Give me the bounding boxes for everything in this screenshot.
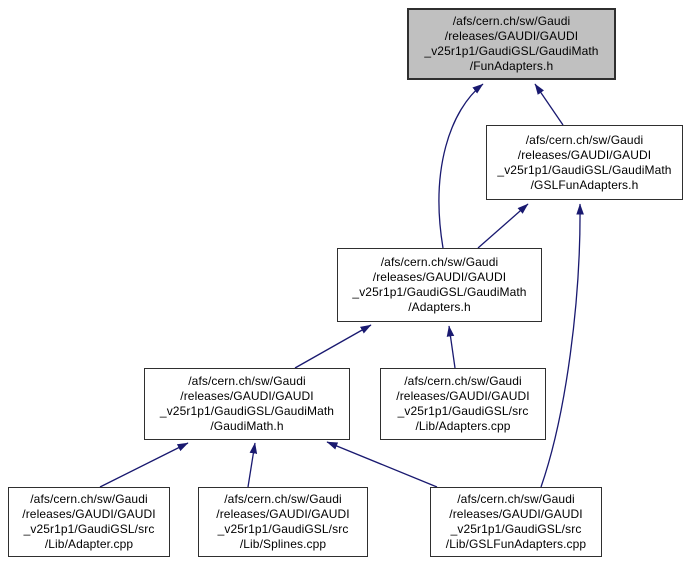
node-text-line: /GSLFunAdapters.h xyxy=(530,177,639,192)
node-text-line: _v25r1p1/GaudiGSL/GaudiMath xyxy=(159,404,335,418)
node-text-line: _v25r1p1/GaudiGSL/GaudiMath xyxy=(497,162,672,177)
graph-node-adapters-h[interactable] xyxy=(337,248,542,322)
node-text-line: /releases/GAUDI/GAUDI xyxy=(180,389,314,403)
node-text-line: /afs/cern.ch/sw/Gaudi xyxy=(525,132,644,147)
node-text-line: _v25r1p1/GaudiGSL/src xyxy=(23,522,155,536)
node-text-line: _v25r1p1/GaudiGSL/GaudiMath xyxy=(352,285,527,299)
edge-gsl-fun-adapters-cpp-to-gsl-fun-adapters-h xyxy=(541,204,580,487)
edge-gaudi-math-h-to-adapters-h xyxy=(295,325,371,368)
node-text-line: /afs/cern.ch/sw/Gaudi xyxy=(224,492,342,506)
node-text-line: /Lib/Adapters.cpp xyxy=(415,419,511,433)
node-text-line: /afs/cern.ch/sw/Gaudi xyxy=(380,255,499,269)
edge-splines-cpp-to-gaudi-math-h xyxy=(248,443,255,487)
node-text-line: /Lib/Adapter.cpp xyxy=(44,537,134,551)
edge-adapters-h-to-fun-adapters-h xyxy=(439,84,483,248)
node-text-line: /afs/cern.ch/sw/Gaudi xyxy=(30,492,148,506)
graph-node-splines-cpp[interactable] xyxy=(198,487,368,557)
node-text-line: /Adapters.h xyxy=(408,300,471,314)
graph-node-gsl-fun-adapters-cpp[interactable] xyxy=(430,487,602,557)
graph-node-gaudi-math-h[interactable] xyxy=(144,368,350,440)
graph-node-adapters-cpp[interactable] xyxy=(380,368,546,440)
node-text-line: /afs/cern.ch/sw/Gaudi xyxy=(457,492,575,506)
edge-gsl-fun-adapters-h-to-fun-adapters-h xyxy=(535,84,563,125)
node-text-line: /releases/GAUDI/GAUDI xyxy=(216,507,350,521)
node-text-line: _v25r1p1/GaudiGSL/GaudiMath xyxy=(424,44,599,58)
edge-gsl-fun-adapters-cpp-to-gaudi-math-h xyxy=(327,442,437,487)
node-text-line: /Lib/Splines.cpp xyxy=(239,537,327,551)
graph-node-gsl-fun-adapters-h[interactable] xyxy=(486,125,683,200)
node-text-line: _v25r1p1/GaudiGSL/src xyxy=(450,522,582,536)
node-text-line: /GaudiMath.h xyxy=(210,419,284,433)
node-text-line: /releases/GAUDI/GAUDI xyxy=(372,270,507,284)
node-text-line: /releases/GAUDI/GAUDI xyxy=(517,147,652,162)
edge-adapter-cpp-to-gaudi-math-h xyxy=(100,443,188,487)
node-text-line: /releases/GAUDI/GAUDI xyxy=(396,389,530,403)
node-text-line: /releases/GAUDI/GAUDI xyxy=(444,29,579,43)
node-text-line: _v25r1p1/GaudiGSL/src xyxy=(397,404,529,418)
node-text-line: /FunAdapters.h xyxy=(469,59,554,73)
edge-adapters-h-to-gsl-fun-adapters-h xyxy=(478,204,528,248)
graph-node-adapter-cpp[interactable] xyxy=(8,487,170,557)
node-text-line: /afs/cern.ch/sw/Gaudi xyxy=(188,374,306,388)
node-text-line: _v25r1p1/GaudiGSL/src xyxy=(217,522,349,536)
node-text-line: /Lib/GSLFunAdapters.cpp xyxy=(445,537,587,551)
node-text-line: /releases/GAUDI/GAUDI xyxy=(22,507,156,521)
graph-node-fun-adapters-h[interactable] xyxy=(407,8,616,80)
node-text-line: /afs/cern.ch/sw/Gaudi xyxy=(452,14,571,28)
node-text-line: /afs/cern.ch/sw/Gaudi xyxy=(404,374,522,388)
edge-adapters-cpp-to-adapters-h xyxy=(449,326,455,368)
node-text-line: /releases/GAUDI/GAUDI xyxy=(449,507,583,521)
